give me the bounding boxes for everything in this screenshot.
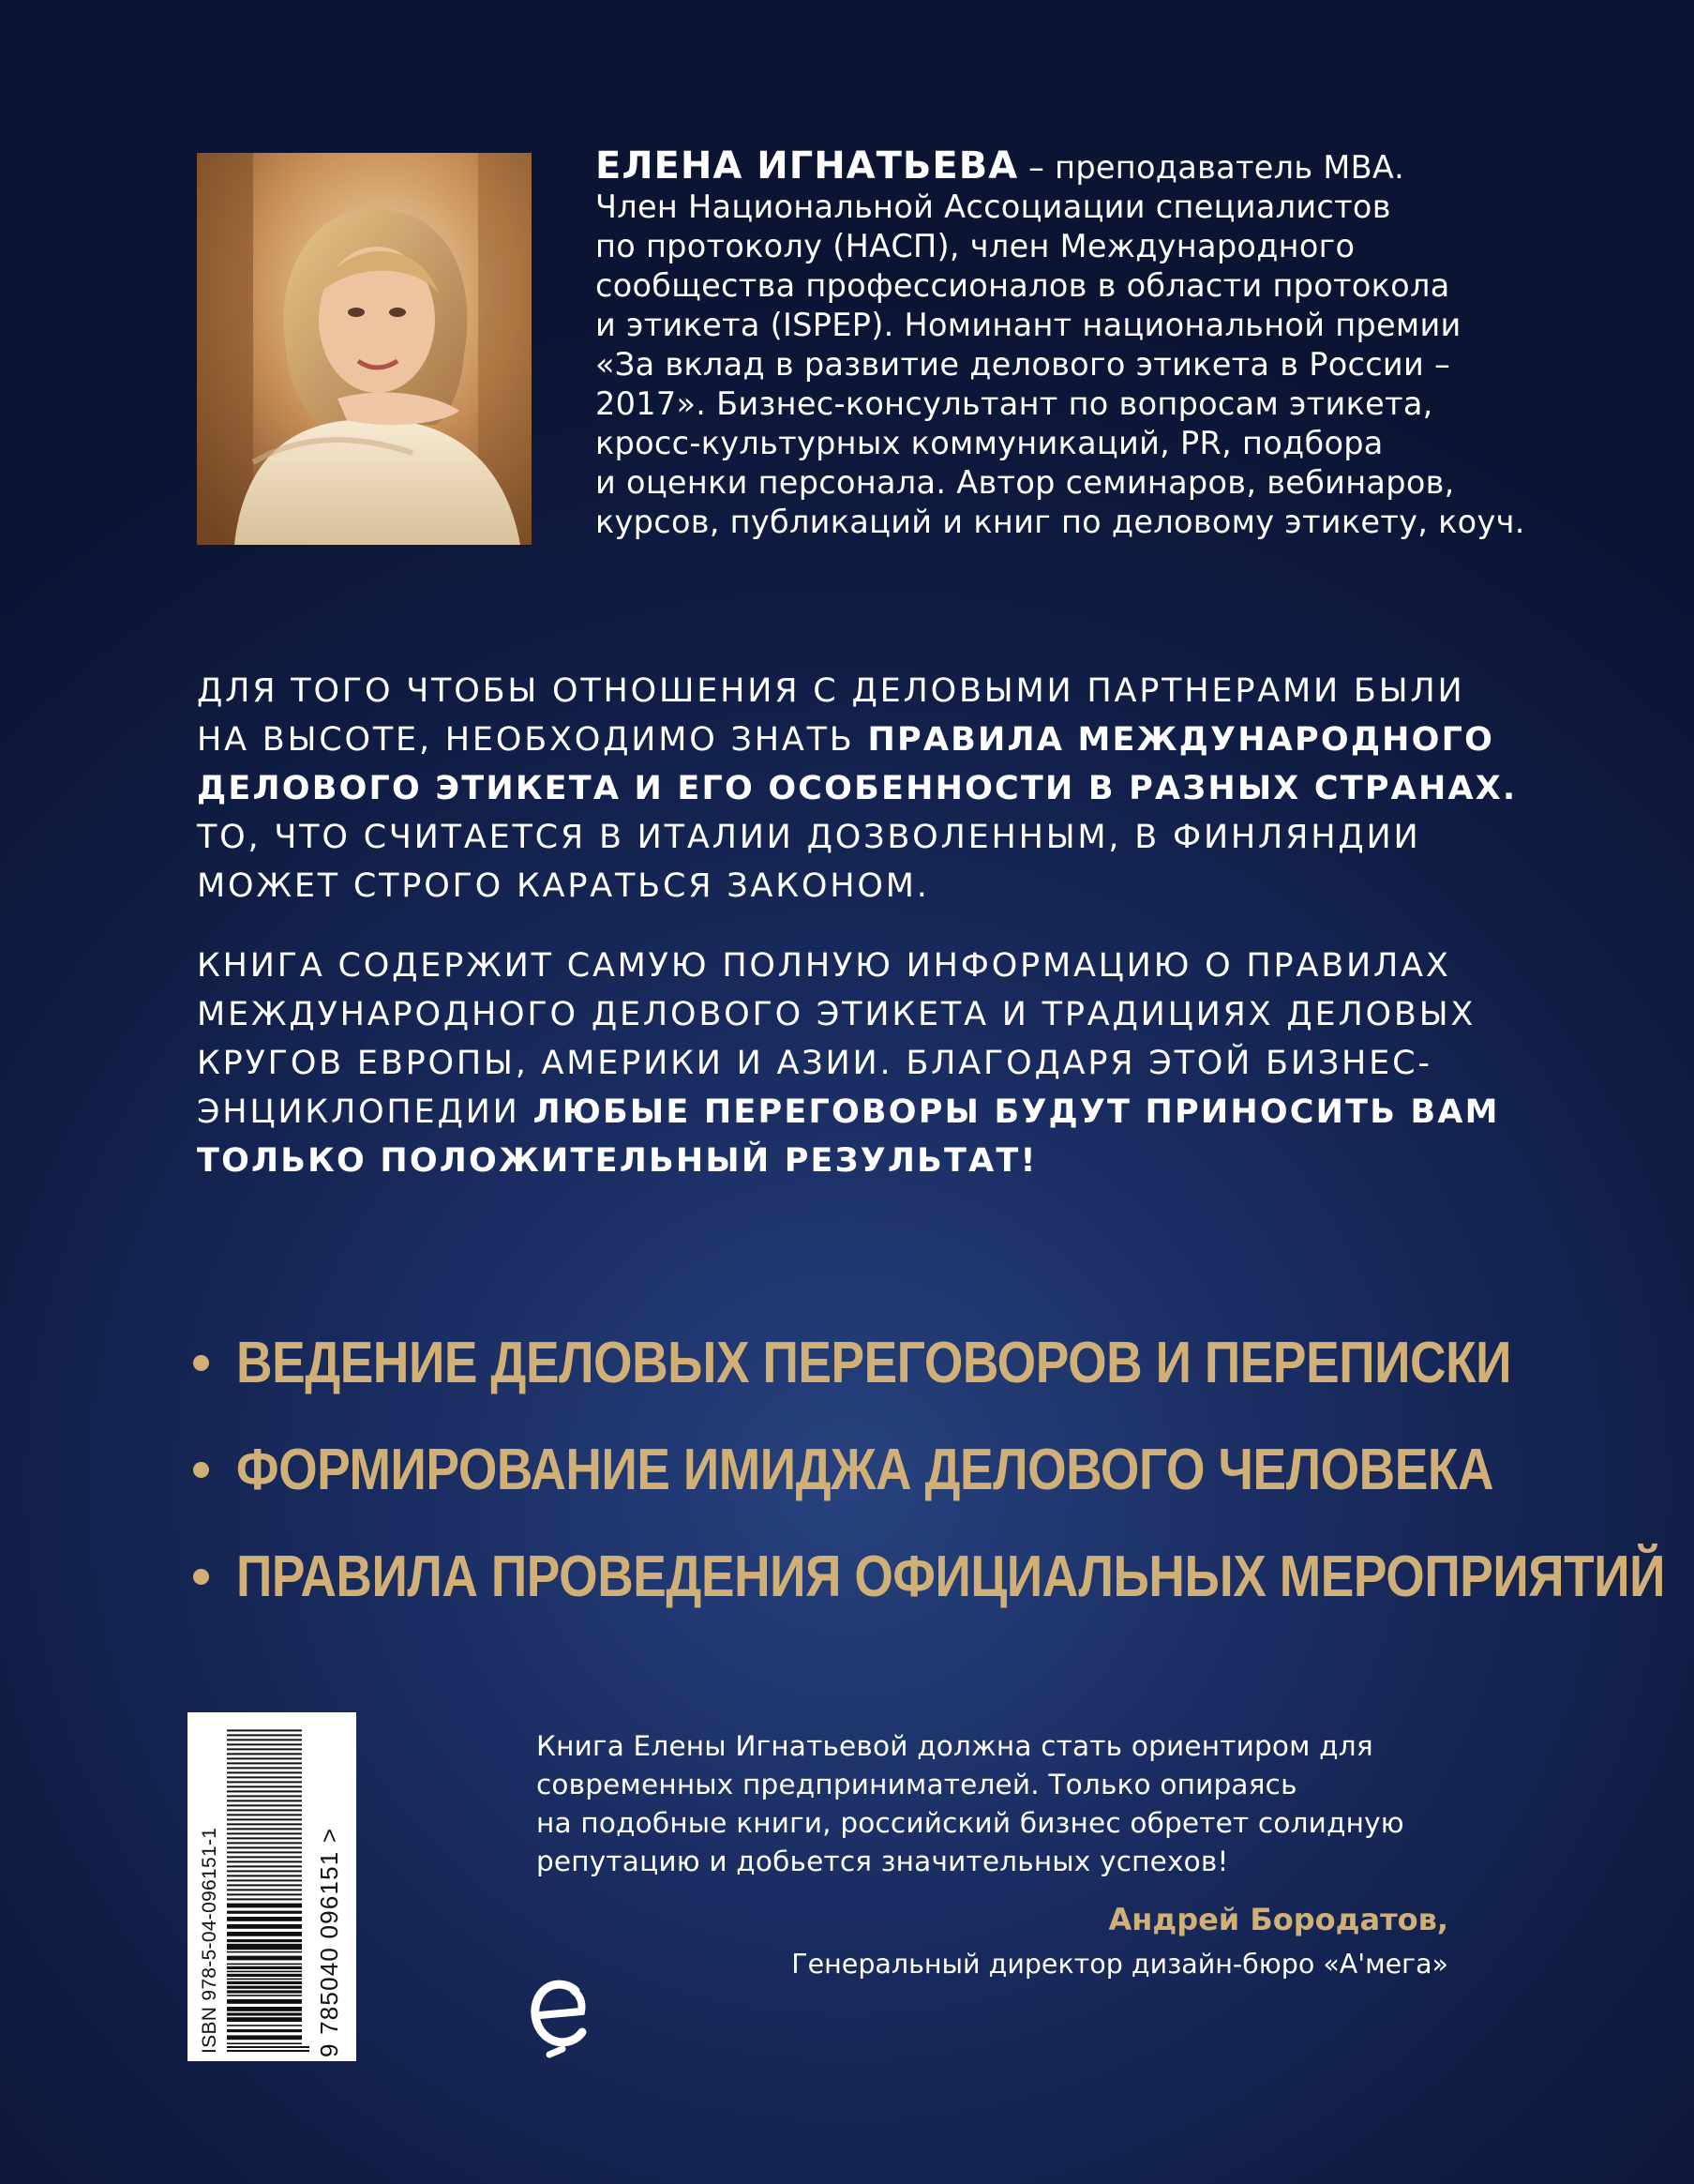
author-bio [595, 146, 1533, 542]
feature-bullet [193, 1523, 1666, 1630]
barcode-bar [227, 1979, 302, 1981]
barcode-bar [227, 1932, 302, 1936]
bio-line: курсов, публикаций и книг по деловому этикету, коуч. [595, 504, 1525, 540]
barcode-bar [227, 1790, 302, 1792]
barcode-bar [227, 1856, 302, 1858]
feature-bullet-list [193, 1309, 1666, 1630]
paragraph-line [197, 1137, 1528, 1185]
barcode-bar [227, 1846, 302, 1848]
bullet-dot-icon [193, 1569, 209, 1585]
barcode-bar [227, 1889, 302, 1890]
bio-line: кросс-культурных коммуникаций, PR, подбора [595, 425, 1384, 461]
barcode-bar [227, 2046, 309, 2048]
barcode-bar [227, 1832, 302, 1834]
barcode-bar [227, 1771, 302, 1773]
barcode-bar [227, 2035, 302, 2040]
barcode-bar [227, 1995, 302, 1996]
barcode-bar [227, 1884, 302, 1886]
barcode-bar [227, 1990, 302, 1993]
barcode-bar [227, 1917, 302, 1921]
barcode-bar [227, 1966, 302, 1969]
barcode-bar [227, 1944, 302, 1950]
barcode-bar [227, 2017, 302, 2022]
barcode-bar [227, 1865, 302, 1867]
barcode-bar [227, 1904, 302, 1908]
paragraph-line: МОЖЕТ СТРОГО КАРАТЬСЯ ЗАКОНОМ. [197, 867, 930, 905]
paragraph-text: НА ВЫСОТЕ, НЕОБХОДИМО ЗНАТЬ [197, 721, 868, 759]
quote-author: Андрей Бородатов, [1108, 1902, 1448, 1937]
barcode-bar [227, 1951, 302, 1953]
barcode-bar [227, 1828, 302, 1830]
barcode-bar [227, 2007, 302, 2011]
quote-line: на подобные книги, российский бизнес обретет солидную [536, 1807, 1404, 1839]
barcode-bar [227, 1974, 302, 1977]
quote-author-role: Генеральный директор дизайн-бюро «А'мега» [791, 1949, 1448, 1980]
barcode-bar [227, 1753, 302, 1755]
bio-line: «За вклад в развитие делового этикета в России – [595, 346, 1451, 383]
barcode-bar [227, 1860, 302, 1862]
barcode-bar [227, 1739, 302, 1740]
barcode-bar [227, 1924, 302, 1929]
barcode-bar [227, 1795, 302, 1797]
barcode-bar [227, 1986, 302, 1989]
paragraph-line: ТО, ЧТО СЧИТАЕТСЯ В ИТАЛИИ ДОЗВОЛЕННЫМ, В ФИНЛЯНДИИ [197, 819, 1421, 856]
paragraph-line: ДЛЯ ТОГО ЧТОБЫ ОТНОШЕНИЯ С ДЕЛОВЫМИ ПАРТНЕРАМИ БЫЛИ [197, 672, 1465, 710]
barcode-bar [227, 1911, 302, 1914]
author-photo [197, 153, 532, 545]
publisher-logo-icon [531, 1974, 589, 2060]
barcode-bar [227, 1767, 302, 1769]
barcode-bar [227, 1804, 302, 1806]
paragraph-emphasis: ТОЛЬКО ПОЛОЖИТЕЛЬНЫЙ РЕЗУЛЬТАТ! [197, 1142, 1038, 1180]
author-name: ЕЛЕНА ИГНАТЬЕВА [595, 144, 1019, 188]
barcode-bar [227, 1781, 302, 1783]
paragraph-emphasis: ЛЮБЫЕ ПЕРЕГОВОРЫ БУДУТ ПРИНОСИТЬ ВАМ [532, 1093, 1500, 1131]
barcode-bar [227, 1898, 302, 1900]
barcode-bar [227, 1762, 302, 1764]
barcode-bar [227, 1956, 302, 1961]
barcode-bar [227, 1837, 302, 1839]
barcode-bar [227, 1964, 302, 1966]
endorsement-quote [536, 1727, 1530, 1881]
quote-line: Книга Елены Игнатьевой должна стать ориентиром для [536, 1730, 1373, 1762]
paragraph-line: КНИГА СОДЕРЖИТ САМУЮ ПОЛНУЮ ИНФОРМАЦИЮ О ПРАВИЛАХ [197, 947, 1451, 985]
barcode-bar [227, 1939, 302, 1942]
barcode-bar [227, 1748, 302, 1750]
author-portrait-image [197, 153, 532, 545]
paragraph-text: ЭНЦИКЛОПЕДИИ [197, 1093, 533, 1131]
paragraph-line: КРУГОВ ЕВРОПЫ, АМЕРИКИ И АЗИИ. БЛАГОДАРЯ ЭТОЙ БИЗНЕС- [197, 1045, 1432, 1082]
bio-first-line [595, 146, 1533, 188]
barcode-bar [227, 1785, 302, 1787]
bio-line: и этикета (ISPEP). Номинант национальной премии [595, 307, 1462, 343]
barcode-bar [227, 2050, 309, 2052]
barcode-bar [227, 1776, 302, 1778]
quote-line: репутацию и добьется значительных успехов! [536, 1845, 1229, 1877]
bio-line: Член Национальной Ассоциации специалистов [595, 188, 1391, 225]
barcode-bar [227, 1981, 302, 1984]
paragraph-emphasis: ДЕЛОВОГО ЭТИКЕТА И ЕГО ОСОБЕННОСТИ В РАЗНЫХ СТРАНАХ. [197, 770, 1518, 807]
paragraph-line [197, 1088, 1528, 1137]
barcode-bar [227, 1851, 302, 1853]
paragraph-line: МЕЖДУНАРОДНОГО ДЕЛОВОГО ЭТИКЕТА И ТРАДИЦИЯХ ДЕЛОВЫХ [197, 996, 1477, 1033]
barcode-bar [227, 1893, 302, 1895]
barcode-bar [227, 1729, 302, 1731]
barcode-bar [227, 2029, 302, 2032]
barcode-digits: 9 785040 096151 > [315, 1827, 343, 2057]
bullet-dot-icon [193, 1462, 209, 1478]
description-paragraph-1 [197, 667, 1528, 911]
barcode-bar [227, 1971, 302, 1973]
paragraph-emphasis: ПРАВИЛА МЕЖДУНАРОДНОГО [867, 721, 1495, 759]
barcode-bar [227, 1734, 302, 1736]
feature-bullet-text: ПРАВИЛА ПРОВЕДЕНИЯ ОФИЦИАЛЬНЫХ МЕРОПРИЯТИЙ [236, 1544, 1666, 1609]
barcode-bar [227, 1800, 302, 1801]
barcode-bar [227, 1842, 302, 1844]
bio-line: по протоколу (НАСП), член Международного [595, 228, 1356, 264]
bio-line: – преподаватель МВА. [1018, 149, 1405, 186]
paragraph-line [197, 764, 1528, 813]
barcode-bar [227, 1823, 302, 1825]
description-paragraph-2 [197, 941, 1528, 1185]
quote-line: современных предпринимателей. Только опираясь [536, 1769, 1297, 1800]
barcode-bar [227, 1875, 302, 1876]
feature-bullet-text: ВЕДЕНИЕ ДЕЛОВЫХ ПЕРЕГОВОРОВ И ПЕРЕПИСКИ [236, 1330, 1512, 1395]
feature-bullet [193, 1309, 1524, 1416]
paragraph-line [197, 715, 1528, 764]
barcode-bar [227, 1743, 302, 1745]
barcode-bar [227, 2012, 302, 2015]
isbn-number: ISBN 978-5-04-096151-1 [199, 1827, 220, 2054]
bio-line: 2017». Бизнес-консультант по вопросам этикета, [595, 385, 1433, 422]
barcode-bar [227, 1809, 302, 1811]
barcode-rotated-block [187, 1712, 356, 2061]
barcode-bars-icon [227, 1720, 309, 2054]
barcode-bar [227, 2025, 302, 2026]
barcode-bar [227, 1818, 302, 1820]
barcode-bar [227, 1814, 302, 1815]
bio-line: сообщества профессионалов в области протокола [595, 267, 1450, 304]
barcode-bar [227, 1999, 302, 2004]
bullet-dot-icon [193, 1355, 209, 1371]
bio-line: и оценки персонала. Автор семинаров, вебинаров, [595, 464, 1455, 501]
barcode-bar [227, 1879, 302, 1881]
barcode-bar [227, 1870, 302, 1872]
isbn-barcode [187, 1712, 356, 2061]
feature-bullet [193, 1416, 1524, 1523]
barcode-bar [227, 1757, 302, 1759]
barcode-bar [227, 2042, 302, 2044]
feature-bullet-text: ФОРМИРОВАНИЕ ИМИДЖА ДЕЛОВОГО ЧЕЛОВЕКА [236, 1437, 1494, 1502]
